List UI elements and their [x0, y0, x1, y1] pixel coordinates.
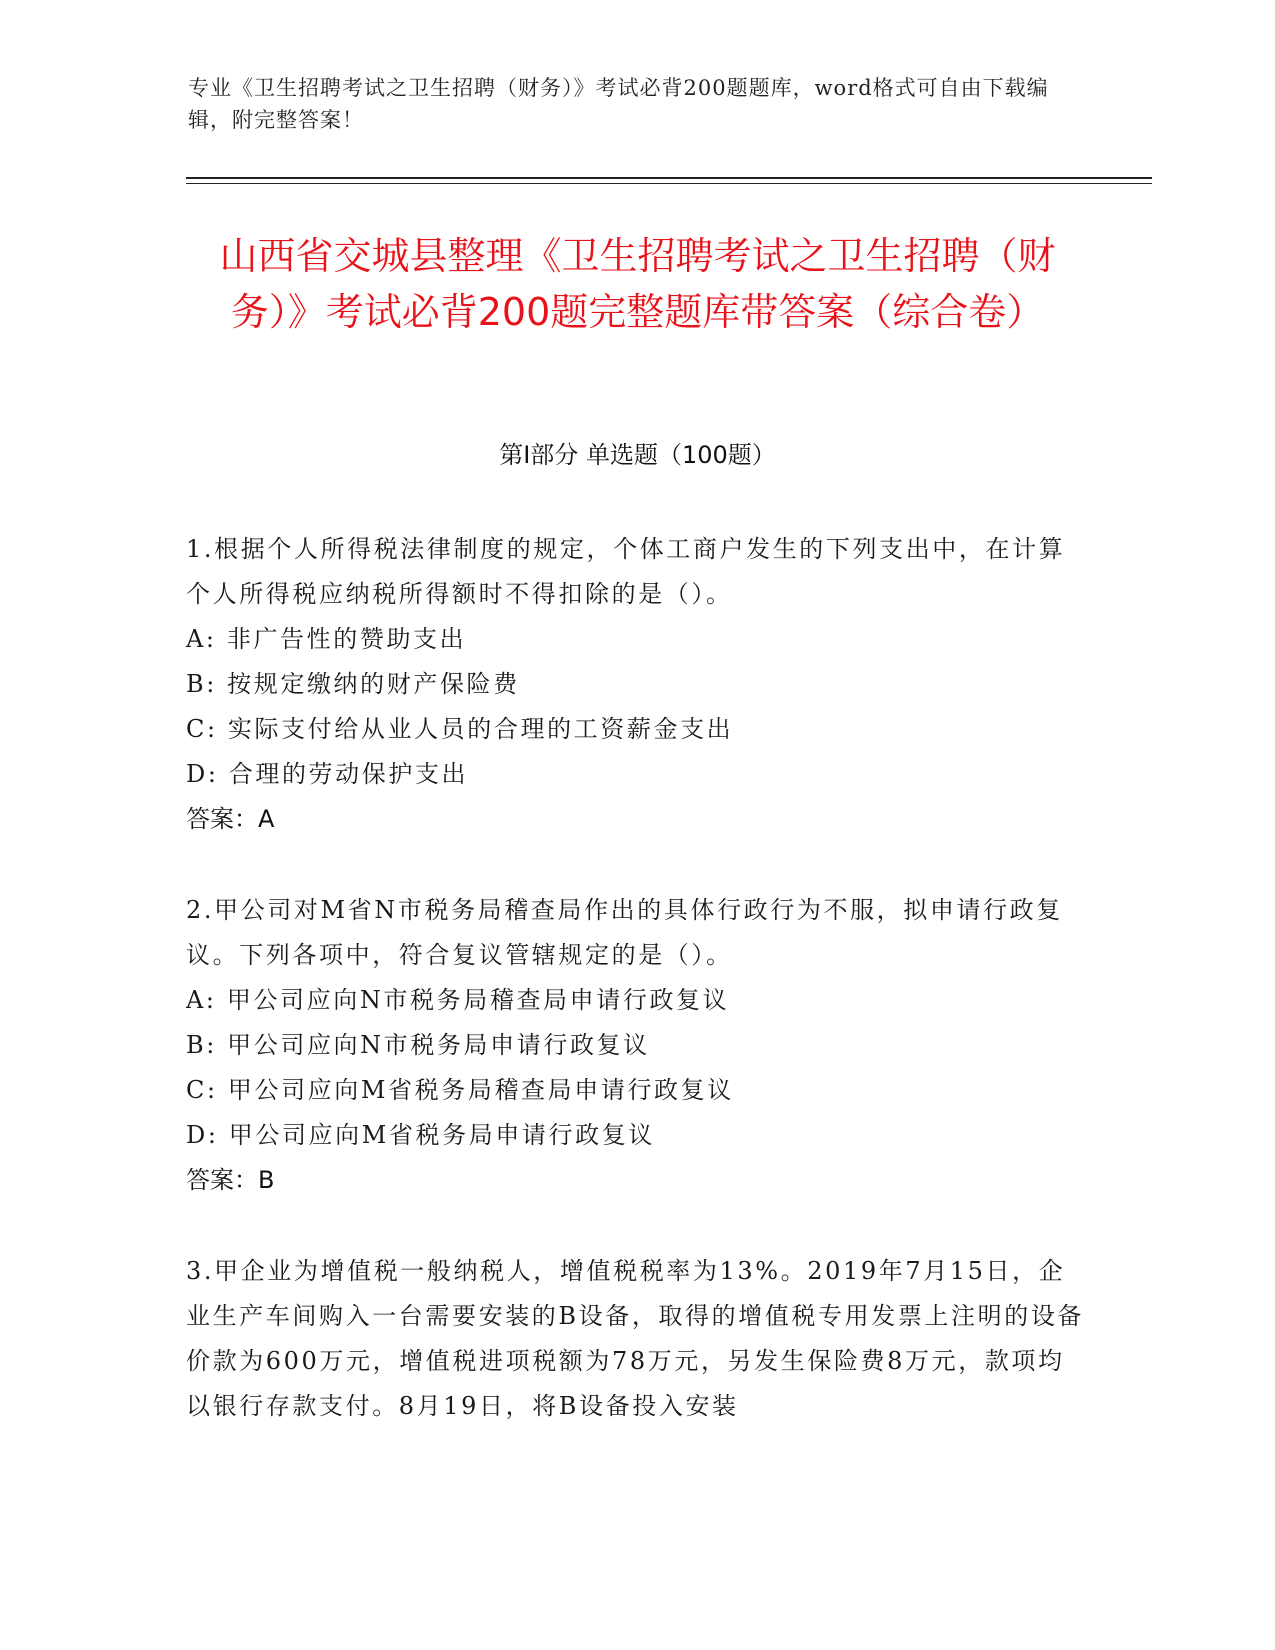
option-d: D: 甲公司应向M省税务局申请行政复议 [186, 1121, 655, 1149]
question-3 [186, 1249, 1086, 1429]
question-1 [186, 527, 1086, 842]
option-a: A: 非广告性的赞助支出 [186, 625, 467, 653]
question-list [186, 527, 1086, 1475]
question-stem: 1.根据个人所得税法律制度的规定，个体工商户发生的下列支出中，在计算个人所得税应纳税所得额时不得扣除的是（）。 [186, 535, 1066, 608]
header-divider-thin [186, 183, 1152, 184]
option-b: B: 甲公司应向N市税务局申请行政复议 [186, 1031, 650, 1059]
header-divider-thick [186, 177, 1152, 179]
question-stem: 2.甲公司对M省N市税务局稽查局作出的具体行政行为不服，拟申请行政复议。下列各项中，符合复议管辖规定的是（）。 [186, 896, 1063, 969]
question-stem: 3.甲企业为增值税一般纳税人，增值税税率为13%。2019年7月15日，企业生产车间购入一台需要安装的B设备，取得的增值税专用发票上注明的设备价款为600万元，增值税进项税额为78万元，另发生保险费8万元，款项均以银行存款支付。8月19日，将B设备投入安装 [186, 1257, 1085, 1420]
option-b: B: 按规定缴纳的财产保险费 [186, 670, 520, 698]
option-c: C: 甲公司应向M省税务局稽查局申请行政复议 [186, 1076, 734, 1104]
header-note: 专业《卫生招聘考试之卫生招聘（财务）》考试必背200题题库，word格式可自由下载编辑，附完整答案！ [188, 76, 1049, 132]
answer: 答案：B [186, 1166, 275, 1194]
question-2 [186, 888, 1086, 1203]
option-c: C: 实际支付给从业人员的合理的工资薪金支出 [186, 715, 734, 743]
document-title: 山西省交城县整理《卫生招聘考试之卫生招聘（财务）》考试必背200题完整题库带答案（综合卷） [219, 234, 1056, 334]
section-title: 第Ⅰ部分 单选题（100题） [499, 441, 776, 469]
option-a: A: 甲公司应向N市税务局稽查局申请行政复议 [186, 986, 730, 1014]
option-d: D: 合理的劳动保护支出 [186, 760, 469, 788]
answer: 答案：A [186, 805, 275, 833]
